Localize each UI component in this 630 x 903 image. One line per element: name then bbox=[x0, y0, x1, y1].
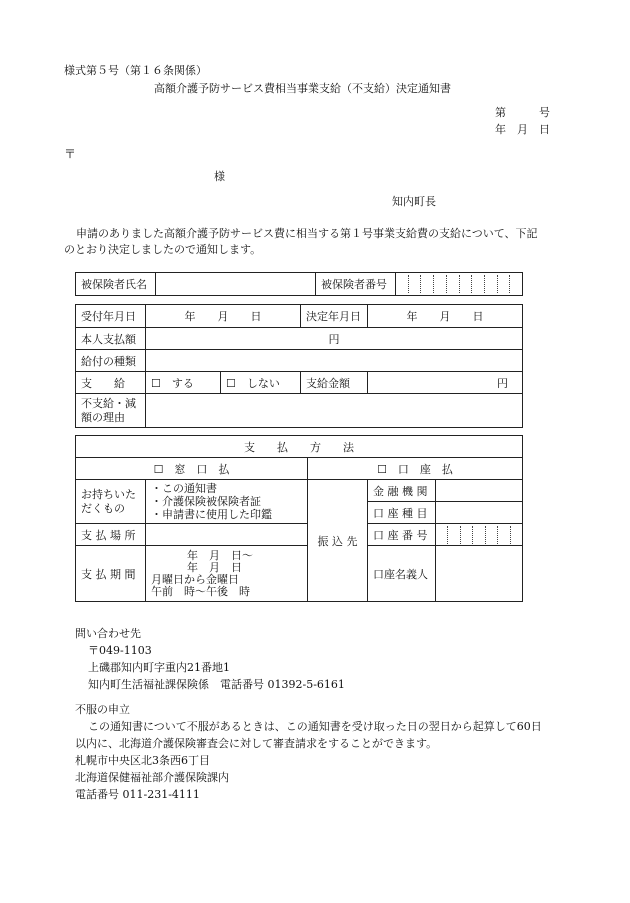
contact-address: 上磯郡知内町字重内21番地1 bbox=[88, 661, 230, 674]
account-type-field[interactable] bbox=[436, 502, 523, 524]
appeal-heading: 不服の申立 bbox=[75, 703, 130, 716]
appeal-line-1: この通知書について不服があるときは、この通知書を受け取った日の翌日から起算して60日 bbox=[88, 720, 542, 733]
decided-date-value[interactable]: 年 月 日 bbox=[368, 305, 523, 328]
contact-postal: 〒049-1103 bbox=[88, 644, 152, 657]
account-holder-field[interactable] bbox=[436, 546, 523, 602]
decided-date-label: 決定年月日 bbox=[301, 305, 368, 328]
period-line: 月曜日から金曜日 bbox=[151, 572, 239, 586]
reason-label: 不支給・減額の理由 bbox=[76, 394, 146, 428]
appeal-office: 北海道保健福祉部介護保険課内 bbox=[75, 771, 229, 784]
payment-dont-checkbox[interactable]: ☐ しない bbox=[221, 372, 301, 394]
bank-label: 金 融 機 関 bbox=[368, 480, 436, 502]
bank-field[interactable] bbox=[436, 480, 523, 502]
bring-item: ・申請書に使用した印鑑 bbox=[151, 508, 272, 521]
insured-name-field[interactable] bbox=[156, 273, 316, 296]
honorific: 様 bbox=[214, 170, 225, 183]
period-line: 年 月 日～ bbox=[187, 548, 253, 562]
counter-payment-option[interactable]: ☐ 窓 口 払 bbox=[76, 458, 308, 480]
insured-number-field[interactable] bbox=[396, 273, 523, 296]
decision-table bbox=[75, 304, 523, 428]
payment-period-label: 支 払 期 間 bbox=[76, 546, 146, 602]
bring-items-list bbox=[146, 480, 308, 524]
amount-value[interactable]: 円 bbox=[368, 372, 523, 394]
contact-dept: 知内町生活福祉課保険係 電話番号 01392-5-6161 bbox=[88, 678, 345, 691]
payment-place-label: 支 払 場 所 bbox=[76, 524, 146, 546]
amount-label: 支給金額 bbox=[301, 372, 368, 394]
payment-do-checkbox[interactable]: ☐ する bbox=[146, 372, 221, 394]
insured-table bbox=[75, 272, 523, 296]
bring-items-label: お持ちいただくもの bbox=[76, 480, 146, 524]
date-line: 年 月 日 bbox=[495, 123, 550, 136]
payment-method-table bbox=[75, 435, 523, 602]
reason-field[interactable] bbox=[146, 394, 523, 428]
intro-line-2: のとおり決定しましたので通知します。 bbox=[64, 243, 262, 256]
account-type-label: 口 座 種 目 bbox=[368, 502, 436, 524]
bring-item: ・介護保険被保険者証 bbox=[151, 495, 261, 508]
appeal-phone: 電話番号 011-231-4111 bbox=[75, 788, 200, 801]
insured-name-label: 被保険者氏名 bbox=[76, 273, 156, 296]
benefit-type-label: 給付の種類 bbox=[76, 350, 146, 372]
account-number-label: 口 座 番 号 bbox=[368, 524, 436, 546]
intro-line-1: 申請のありました高額介護予防サービス費に相当する第１号事業支給費の支給について、下記 bbox=[76, 227, 538, 240]
payment-place-field[interactable] bbox=[146, 524, 308, 546]
account-holder-label: 口座名義人 bbox=[368, 546, 436, 602]
transfer-label: 振 込 先 bbox=[308, 480, 368, 602]
period-line: 午前 時～午後 時 bbox=[151, 584, 250, 598]
document-title: 高額介護予防サービス費相当事業支給（不支給）決定通知書 bbox=[154, 82, 451, 95]
postal-mark: 〒 bbox=[64, 147, 77, 161]
mayor: 知内町長 bbox=[392, 195, 436, 208]
appeal-address: 札幌市中央区北3条西6丁目 bbox=[75, 754, 210, 767]
period-line: 年 月 日 bbox=[187, 560, 242, 574]
received-date-value[interactable]: 年 月 日 bbox=[146, 305, 301, 328]
form-number: 様式第５号（第１６条関係） bbox=[64, 64, 207, 77]
payment-method-title: 支 払 方 法 bbox=[76, 436, 523, 458]
appeal-line-2: 以内に、北海道介護保険審査会に対して審査請求をすることができます。 bbox=[75, 737, 438, 750]
self-pay-value[interactable]: 円 bbox=[146, 328, 523, 350]
account-number-field[interactable] bbox=[436, 524, 523, 546]
benefit-type-field[interactable] bbox=[146, 350, 523, 372]
insured-number-label: 被保険者番号 bbox=[316, 273, 396, 296]
self-pay-label: 本人支払額 bbox=[76, 328, 146, 350]
number-line: 第 号 bbox=[495, 106, 550, 119]
received-date-label: 受付年月日 bbox=[76, 305, 146, 328]
bring-item: ・この通知書 bbox=[151, 482, 217, 495]
contact-heading: 問い合わせ先 bbox=[75, 627, 141, 640]
payment-period-value bbox=[146, 546, 308, 602]
payment-label: 支 給 bbox=[76, 372, 146, 394]
account-payment-option[interactable]: ☐ 口 座 払 bbox=[308, 458, 523, 480]
